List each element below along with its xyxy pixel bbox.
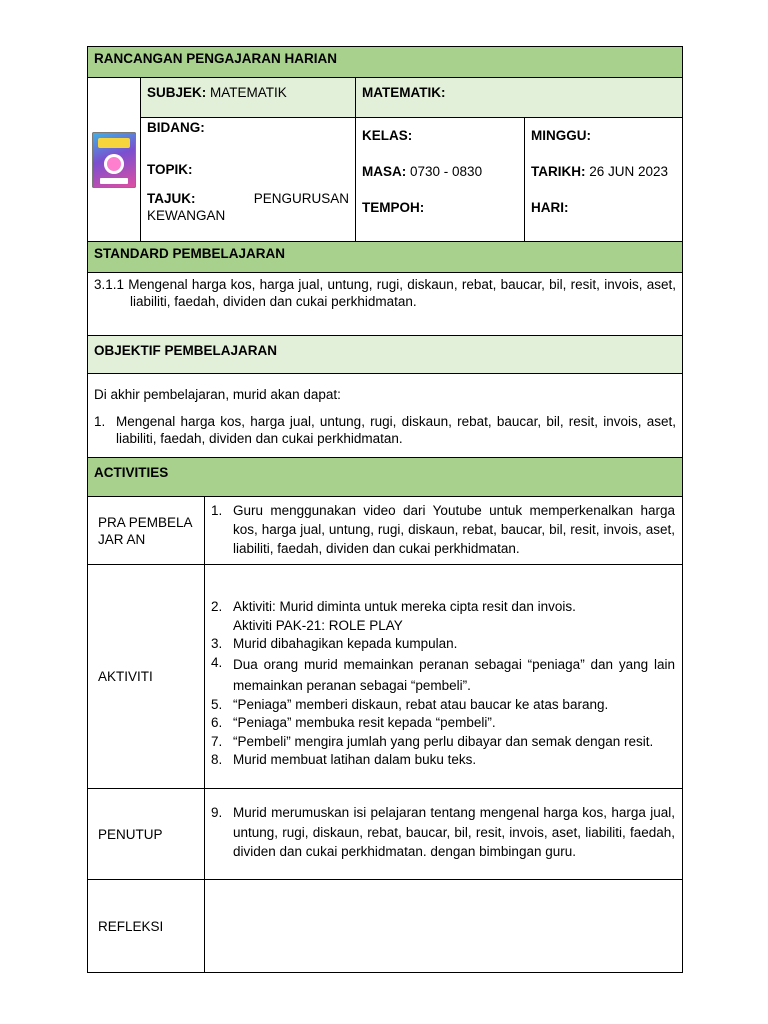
- lesson-plan-document: [87, 46, 682, 973]
- penutup-content: [205, 789, 683, 880]
- aktiviti-item-pak21: Aktiviti PAK-21: ROLE PLAY: [233, 617, 403, 633]
- aktiviti-item-7: 7. “Pembeli” mengira jumlah yang perlu dibayar dan semak dengan resit.: [211, 733, 654, 749]
- hari-label: HARI:: [531, 200, 569, 215]
- kelas-masa-tempoh-cell: [356, 118, 525, 242]
- penutup-label: PENUTUP: [98, 826, 163, 842]
- aktiviti-label: AKTIVITI: [98, 669, 153, 684]
- document-title: RANCANGAN PENGAJARAN HARIAN: [88, 47, 683, 78]
- aktiviti-item-6: 6. “Peniaga” membuka resit kepada “pembeli”.: [211, 715, 496, 730]
- refleksi-label: REFLEKSI: [98, 918, 164, 934]
- matematik-cell: [356, 78, 683, 118]
- kelas-label: KELAS:: [362, 128, 413, 143]
- aktiviti-item-8: 8. Murid membuat latihan dalam buku teks.: [211, 752, 477, 767]
- bidang-label: BIDANG:: [147, 120, 205, 135]
- tajuk-value-2: KEWANGAN: [147, 208, 226, 223]
- objektif-intro: Di akhir pembelajaran, murid akan dapat:: [94, 387, 341, 402]
- standard-content: [88, 273, 683, 336]
- minggu-tarikh-hari-cell: [525, 118, 683, 242]
- objektif-content: [88, 374, 683, 458]
- activities-heading: ACTIVITIES: [88, 458, 683, 497]
- penutup-label-cell: [88, 789, 205, 880]
- aktiviti-item-3: 3. Murid dibahagikan kepada kumpulan.: [211, 636, 458, 651]
- tarikh-label: TARIKH:: [531, 164, 586, 179]
- penutup-item-9: 9. Murid merumuskan isi pelajaran tentang mengenal harga kos, harga jual, untung, rugi, diskaun, rebat, baucar, bil, resit, invois, aset, liabiliti, faedah, dividen dan cukai perkhidmatan. dengan bimbingan guru.: [211, 805, 675, 859]
- aktiviti-content: [205, 565, 683, 789]
- pra-label-cell: [88, 497, 205, 565]
- tajuk-label: TAJUK:: [147, 191, 196, 206]
- aktiviti-item-5: 5. “Peniaga” memberi diskaun, rebat atau baucar ke atas barang.: [211, 696, 609, 712]
- refleksi-label-cell: [88, 880, 205, 973]
- aktiviti-item-2: 2. Aktiviti: Murid diminta untuk mereka cipta resit dan invois.: [211, 599, 576, 614]
- book-cover-cell: [88, 78, 141, 242]
- refleksi-content[interactable]: [205, 880, 683, 973]
- bidang-topik-tajuk-cell: [141, 118, 356, 242]
- standard-heading: STANDARD PEMBELAJARAN: [88, 242, 683, 273]
- pra-item-1: 1. Guru menggunakan video dari Youtube untuk memperkenalkan harga kos, harga jual, untung, rugi, diskaun, rebat, baucar, bil, resit, invois, aset, liabiliti, faedah, dividen dan cukai perkhidmatan.: [211, 503, 675, 556]
- subjek-value: MATEMATIK: [210, 85, 287, 100]
- tarikh-value: 26 JUN 2023: [589, 164, 669, 179]
- lesson-plan-table: [87, 46, 683, 973]
- pra-content: [205, 497, 683, 565]
- masa-label: MASA:: [362, 164, 407, 179]
- tajuk-value-1: PENGURUSAN: [253, 191, 349, 206]
- textbook-cover-image: [92, 132, 136, 188]
- minggu-label: MINGGU:: [531, 128, 591, 143]
- subjek-label: SUBJEK:: [147, 85, 207, 100]
- topik-label: TOPIK:: [147, 162, 193, 177]
- aktiviti-label-cell: [88, 565, 205, 789]
- standard-line-1: 3.1.1 Mengenal harga kos, harga jual, untung, rugi, diskaun, rebat, baucar, bil, resit, invois, aset,: [94, 277, 676, 292]
- objektif-item-1: 1. Mengenal harga kos, harga jual, untung, rugi, diskaun, rebat, baucar, bil, resit, invois, aset, liabiliti, faedah, dividen dan cukai perkhidmatan.: [94, 414, 676, 446]
- matematik-label: MATEMATIK:: [362, 85, 446, 100]
- masa-value: 0730 - 0830: [410, 164, 483, 179]
- objektif-heading: OBJEKTIF PEMBELAJARAN: [88, 336, 683, 374]
- standard-line-2: liabiliti, faedah, dividen dan cukai perkhidmatan.: [130, 294, 417, 309]
- pra-label: PRA PEMBELAJAR AN: [98, 514, 193, 547]
- subjek-cell: [141, 78, 356, 118]
- aktiviti-item-4: 4. Dua orang murid memainkan peranan sebagai “peniaga” dan yang lain memainkan peranan sebagai “pembeli”.: [211, 654, 675, 693]
- tempoh-label: TEMPOH:: [362, 200, 425, 215]
